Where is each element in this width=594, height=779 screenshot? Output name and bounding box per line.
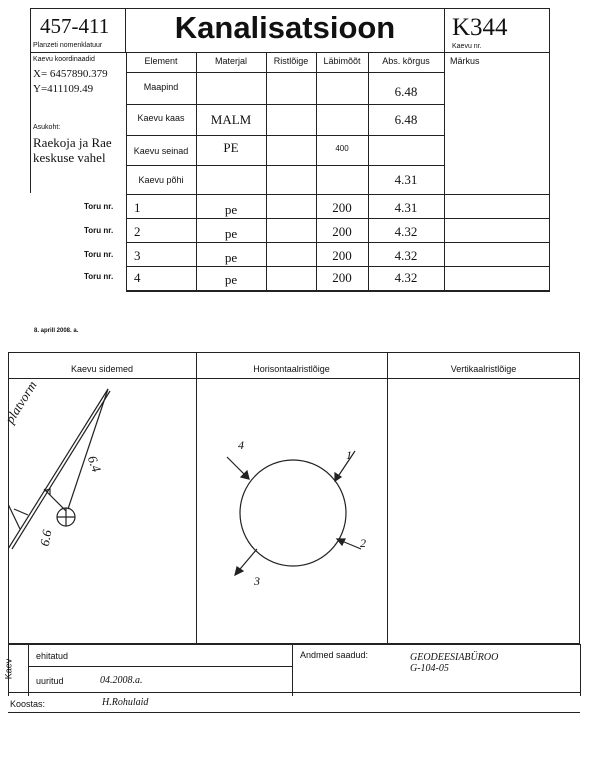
data-from-label: Andmed saadud: bbox=[300, 650, 369, 660]
diagram-col-horizontal: Horisontaalristlõige bbox=[253, 364, 330, 374]
table-row-material: PE bbox=[223, 140, 239, 155]
table-row-element: Kaevu põhi bbox=[138, 175, 184, 185]
table-row-height: 6.48 bbox=[394, 84, 418, 99]
pipe-diameter: 200 bbox=[332, 270, 352, 285]
data-from-value1: GEODEESIABÜROO bbox=[410, 652, 499, 663]
built-label: ehitatud bbox=[36, 651, 69, 661]
diagram-col-sidemed: Kaevu sidemed bbox=[70, 364, 134, 374]
col-header-height: Abs. kõrgus bbox=[382, 56, 430, 66]
table-row-element: Kaevu kaas bbox=[137, 113, 185, 123]
horizontal-section bbox=[197, 379, 387, 643]
pipe-nr: 4 bbox=[134, 270, 141, 285]
pipe-arrow-label: 3 bbox=[254, 574, 260, 588]
pipe-diameter: 200 bbox=[332, 200, 352, 215]
pipe-nr: 1 bbox=[134, 200, 141, 215]
location-label: Asukoht: bbox=[33, 124, 61, 131]
table-row-element: Kaevu seinad bbox=[133, 146, 189, 156]
pipe-arrow-label: 4 bbox=[238, 438, 244, 452]
pipe-material: pe bbox=[224, 226, 238, 241]
diagram-col-vertical: Vertikaalristlõige bbox=[450, 364, 517, 374]
col-header-material: Materjal bbox=[214, 56, 247, 66]
compiled-value: H.Rohulaid bbox=[102, 697, 149, 708]
pipe-nr: 2 bbox=[134, 224, 141, 239]
data-from-value2: G-104-05 bbox=[410, 663, 449, 674]
page-title: Kanalisatsioon bbox=[174, 10, 396, 45]
kaev-label: Kaev bbox=[3, 658, 14, 680]
table-row-material: MALM bbox=[210, 112, 252, 127]
table-row-element: Maapind bbox=[143, 82, 179, 92]
pipe-height: 4.32 bbox=[394, 270, 418, 285]
coords-label: Kaevu koordinaadid bbox=[33, 56, 95, 63]
pipe-material: pe bbox=[224, 272, 238, 287]
pipe-material: pe bbox=[224, 202, 238, 217]
table-row-diameter: 400 bbox=[335, 144, 349, 153]
sketch-label-b: 6.6 bbox=[36, 528, 55, 548]
pipe-height: 4.32 bbox=[394, 224, 418, 239]
compiled-label: Koostas: bbox=[10, 699, 46, 709]
pipe-diameter: 200 bbox=[332, 224, 352, 239]
col-header-diameter: Läbimõõt bbox=[323, 56, 361, 66]
pipe-arrow-label: 1 bbox=[346, 448, 352, 462]
table-row-height: 6.48 bbox=[394, 112, 418, 127]
pipe-height: 4.31 bbox=[394, 200, 418, 215]
surveyed-label: uuritud bbox=[36, 676, 64, 686]
pipe-diameter: 200 bbox=[332, 248, 352, 263]
well-number-label: Kaevu nr. bbox=[452, 43, 482, 50]
sketch-label-platform: platvorm bbox=[2, 378, 40, 426]
pipe-label: Toru nr. bbox=[84, 226, 114, 235]
date-note: 8. aprill 2008. a. bbox=[34, 328, 79, 334]
sketch-label-a: 6.4 bbox=[84, 453, 105, 475]
pipe-nr: 3 bbox=[134, 248, 141, 263]
col-header-element: Element bbox=[144, 56, 178, 66]
location-line1: Raekoja ja Rae bbox=[33, 135, 112, 150]
sheet-number: 457-411 bbox=[40, 14, 110, 38]
well-number: K344 bbox=[452, 14, 508, 41]
pipe-label: Toru nr. bbox=[84, 250, 114, 259]
col-header-note: Märkus bbox=[450, 56, 480, 66]
pipe-height: 4.32 bbox=[394, 248, 418, 263]
surveyed-value: 04.2008.a. bbox=[100, 675, 143, 686]
pipe-arrow-label: 2 bbox=[360, 536, 366, 550]
col-header-cross: Ristlõige bbox=[273, 56, 309, 66]
table-row-height: 4.31 bbox=[394, 172, 418, 187]
pipe-label: Toru nr. bbox=[84, 272, 114, 281]
location-line2: keskuse vahel bbox=[33, 150, 106, 165]
coord-x: X= 6457890.379 bbox=[33, 68, 108, 80]
coord-y: Y=411109.49 bbox=[33, 83, 94, 95]
pipe-label: Toru nr. bbox=[84, 202, 114, 211]
well-ties-sketch bbox=[8, 379, 196, 643]
sheet-number-label: Planzeti nomenklatuur bbox=[33, 42, 103, 49]
pipe-material: pe bbox=[224, 250, 238, 265]
